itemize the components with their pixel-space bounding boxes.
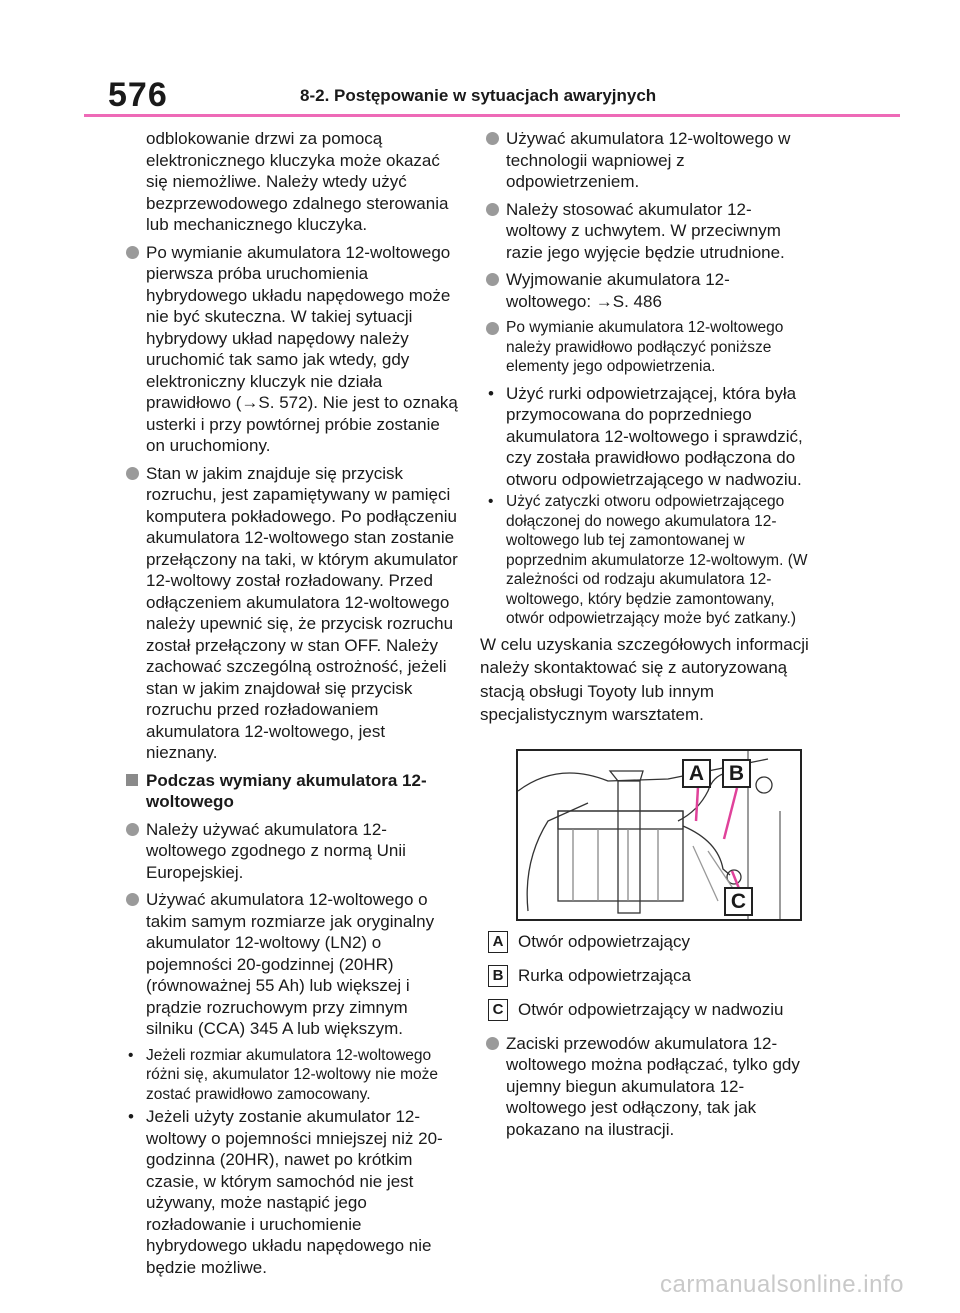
list-item-text: Należy stosować akumulator 12-woltowy z uchwytem. W przeciwnym razie jego wyjęcie będzie utrudnione. bbox=[506, 199, 785, 262]
square-bullet-icon bbox=[126, 774, 138, 786]
legend-text: Otwór odpowietrzający w nadwoziu bbox=[518, 999, 784, 1019]
legend-key: A bbox=[488, 931, 508, 953]
section-title: 8-2. Postępowanie w sytuacjach awaryjnych bbox=[300, 86, 657, 105]
sub-bullet-icon: • bbox=[128, 1107, 134, 1126]
bullet-dot-icon bbox=[486, 1037, 499, 1050]
list-item bbox=[480, 269, 810, 312]
list-item-text: Używać akumulatora 12-woltowego o takim samym rozmiarze jak oryginalny akumulator 12-woltowy (LN2) o pojemności 20-godzinnej (20HR) (równoważnej 55 Ah) lub większej i prądzie rozruchowym przy zimnym silniku (CCA) 345 A lub większym. bbox=[146, 890, 435, 1038]
legend-item bbox=[488, 931, 810, 953]
list-item bbox=[120, 242, 458, 457]
bullet-dot-icon bbox=[486, 132, 499, 145]
legend-text: Otwór odpowietrzający bbox=[518, 931, 690, 951]
legend-item bbox=[488, 965, 810, 987]
sub-list-item-text: Jeżeli rozmiar akumulatora 12-woltowego różni się, akumulator 12-woltowy nie może zostać prawidłowo zamocowany. bbox=[146, 1046, 439, 1103]
list-item bbox=[480, 318, 810, 377]
sub-list-item-text: Jeżeli użyty zostanie akumulator 12-woltowy o pojemności mniejszej niż 20-godzinna (20HR), nawet po krótkim czasie, w którym samochód nie jest używany, może nastąpić jego rozładowanie i uruchomienie hybrydowego układu napędowego nie będzie możliwe. bbox=[146, 1107, 443, 1277]
subsection-heading bbox=[120, 770, 458, 813]
header-divider bbox=[84, 114, 900, 117]
bullet-dot-icon bbox=[126, 893, 139, 906]
bullet-dot-icon bbox=[126, 246, 139, 259]
battery-drawing bbox=[518, 751, 800, 919]
sub-list-item bbox=[120, 1106, 458, 1278]
list-item bbox=[120, 889, 458, 1040]
arrow-b bbox=[724, 788, 737, 839]
figure-tag-b: B bbox=[722, 759, 751, 788]
bullet-dot-icon bbox=[486, 203, 499, 216]
sub-list-item bbox=[480, 492, 810, 629]
figure-tag-a: A bbox=[682, 759, 711, 788]
bullet-dot-icon bbox=[126, 467, 139, 480]
sub-bullet-icon: • bbox=[488, 383, 494, 403]
list-item bbox=[480, 199, 810, 264]
sub-list-item-text: Użyć rurki odpowietrzającej, która była przymocowana do poprzedniego akumulatora 12-woltowego i sprawdzić, czy została prawidłowo podłączona do otworu odpowietrzającego w nadwoziu. bbox=[506, 383, 803, 489]
list-item-text: Należy używać akumulatora 12-woltowego zgodnego z normą Unii Europejskiej. bbox=[146, 819, 406, 882]
list-item-text: Po wymianie akumulatora 12-woltowego pierwsza próba uruchomienia hybrydowego układu napędowego może nie być skuteczna. W takiej sytuacji hybrydowy układ napędowy należy uruchomić tak samo jak wtedy, gdy elektroniczny kluczyk nie działa prawidłowo (→S. 572). Nie jest to oznaką usterki i przy powtórnej próbie zostanie on uruchomiony. bbox=[146, 242, 458, 455]
list-item bbox=[120, 463, 458, 764]
page-number: 576 bbox=[108, 76, 168, 114]
list-item bbox=[480, 128, 810, 193]
battery-illustration bbox=[516, 749, 802, 921]
arrow-a bbox=[696, 787, 698, 821]
figure-tag-c: C bbox=[724, 887, 753, 916]
sub-list-item bbox=[480, 383, 810, 491]
bullet-dot-icon bbox=[486, 322, 499, 335]
list-item-text: Zaciski przewodów akumulatora 12-woltowego można podłączać, tylko gdy ujemny biegun akumulatora 12-woltowego jest odłączony, tak jak pokazano na ilustracji. bbox=[506, 1033, 800, 1139]
page-header bbox=[100, 76, 900, 116]
watermark: carmanualsonline.info bbox=[660, 1271, 904, 1298]
list-item bbox=[120, 819, 458, 884]
bullet-dot-icon bbox=[486, 273, 499, 286]
left-column bbox=[120, 128, 458, 1280]
list-item-text: Po wymianie akumulatora 12-woltowego należy prawidłowo podłączyć poniższe elementy jego odpowietrzenia. bbox=[506, 319, 784, 375]
legend-text: Rurka odpowietrzająca bbox=[518, 965, 691, 985]
list-item-text: Wyjmowanie akumulatora 12-woltowego: →S. 486 bbox=[506, 270, 730, 311]
bullet-dot-icon bbox=[126, 823, 139, 836]
list-item-text: Używać akumulatora 12-woltowego w technologii wapniowej z odpowietrzeniem. bbox=[506, 129, 791, 191]
legend-item bbox=[488, 999, 810, 1021]
legend-key: B bbox=[488, 965, 508, 987]
contact-paragraph: W celu uzyskania szczegółowych informacji należy skontaktować się z autoryzowaną stacją obsługi Toyoty lub innym specjalistycznym warsztatem. bbox=[480, 634, 809, 724]
list-item-text: Stan w jakim znajduje się przycisk rozruchu, jest zapamiętywany w pamięci komputera pokładowego. Po podłączeniu akumulatora 12-woltowego stan zostanie przełączony na taki, w którym akumulator 12-woltowy został rozładowany. Przed odłączeniem akumulatora 12-woltowego należy upewnić się, że przycisk rozruchu został przełączony w stan OFF. Należy zachować szczególną ostrożność, jeżeli stan w jakim znajdował się przycisk rozruchu przed rozładowaniem akumulatora 12-woltowego, jest nieznany. bbox=[146, 463, 458, 762]
intro-paragraph: odblokowanie drzwi za pomocą elektronicznego kluczyka może okazać się niemożliwe. Należy wtedy użyć bezprzewodowego zdalnego sterowania lub mechanicznego kluczyka. bbox=[146, 129, 449, 234]
legend-key: C bbox=[488, 999, 508, 1021]
right-column bbox=[480, 128, 810, 1146]
sub-bullet-icon: • bbox=[488, 493, 494, 510]
sub-list-item bbox=[120, 1046, 458, 1105]
list-item bbox=[480, 1033, 810, 1141]
sub-list-item-text: Użyć zatyczki otworu odpowietrzającego dołączonej do nowego akumulatora 12-woltowego lub tej zamontowanej w poprzednim akumulatorze 12-woltowym. (W zależności od rodzaju akumulatora 12-woltowego, który będzie zamontowany, otwór odpowietrzający może być zatkany.) bbox=[506, 493, 808, 627]
sub-bullet-icon: • bbox=[128, 1046, 134, 1064]
subsection-heading-text: Podczas wymiany akumulatora 12-woltowego bbox=[146, 770, 427, 811]
